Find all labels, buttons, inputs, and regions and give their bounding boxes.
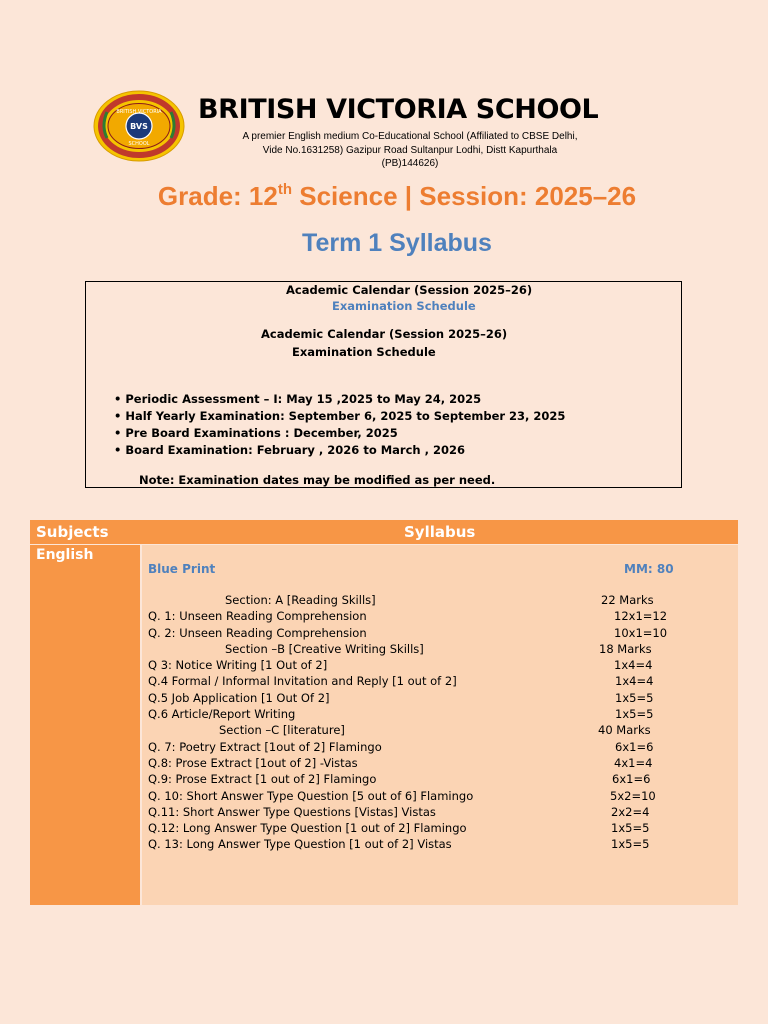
row-marks: 4x1=4 xyxy=(614,755,653,770)
grade-sup: th xyxy=(277,181,293,198)
table-row xyxy=(142,837,738,853)
table-row xyxy=(142,642,738,658)
row-marks: 1x5=5 xyxy=(615,707,654,722)
row-marks: 1x4=4 xyxy=(614,658,653,673)
school-desc-line2: Vide No.1631258) Gazipur Road Sultanpur Lodhi, Distt Kapurthala xyxy=(262,144,558,156)
syllabus-rows xyxy=(142,593,738,854)
row-text: Section: A [Reading Skills] xyxy=(225,593,376,607)
calendar-subtitle-1: Examination Schedule xyxy=(332,299,476,313)
subject-cell xyxy=(30,545,140,905)
row-text: Q.5 Job Application [1 Out Of 2] xyxy=(148,690,330,705)
table-row xyxy=(142,821,738,837)
row-text: Section –C [literature] xyxy=(219,723,345,738)
row-marks: 18 Marks xyxy=(599,641,652,656)
exam-schedule-list xyxy=(114,391,565,459)
grade-heading xyxy=(0,181,768,212)
header-syllabus: Syllabus xyxy=(404,523,476,541)
table-row xyxy=(142,609,738,625)
row-text: Q. 1: Unseen Reading Comprehension xyxy=(148,609,367,624)
row-text: Section –B [Creative Writing Skills] xyxy=(225,641,424,656)
exam-item: • Half Yearly Examination: September 6, 2025 to September 23, 2025 xyxy=(114,409,566,423)
exam-item: • Pre Board Examinations : December, 2025 xyxy=(114,426,398,440)
row-text: Q. 2: Unseen Reading Comprehension xyxy=(148,625,367,640)
table-row xyxy=(142,740,738,756)
table-row xyxy=(142,789,738,805)
row-text: Q. 10: Short Answer Type Question [5 out of 6] Flamingo xyxy=(148,788,474,803)
table-row xyxy=(142,756,738,772)
calendar-note: Note: Examination dates may be modified as per need. xyxy=(139,473,496,487)
table-row xyxy=(142,707,738,723)
table-row xyxy=(142,674,738,690)
table-row xyxy=(142,772,738,788)
row-text: Q.11: Short Answer Type Questions [Vistas] Vistas xyxy=(148,804,436,819)
row-text: Q. 7: Poetry Extract [1out of 2] Flamingo xyxy=(148,739,382,754)
calendar-title-1: Academic Calendar (Session 2025–26) xyxy=(286,283,533,297)
row-marks: 12x1=12 xyxy=(614,609,668,624)
logo-text-mid: BVS xyxy=(130,122,148,131)
row-text: Q.9: Prose Extract [1 out of 2] Flamingo xyxy=(148,772,377,787)
row-marks: 1x4=4 xyxy=(615,674,654,689)
row-marks: 1x5=5 xyxy=(611,837,650,852)
school-description xyxy=(222,130,598,171)
row-text: Q. 13: Long Answer Type Question [1 out of 2] Vistas xyxy=(148,837,452,852)
academic-calendar-box xyxy=(85,281,682,488)
table-row xyxy=(142,626,738,642)
syllabus-cell xyxy=(142,545,738,905)
logo-text-top: BRITISH VICTORIA xyxy=(116,109,162,115)
table-row xyxy=(142,658,738,674)
grade-suffix: Science | Session: 2025–26 xyxy=(292,181,637,211)
table-row xyxy=(142,805,738,821)
table-row xyxy=(142,723,738,739)
row-text: Q.12: Long Answer Type Question [1 out of 2] Flamingo xyxy=(148,821,467,836)
school-desc-line3: (PB)144626) xyxy=(381,158,439,169)
header-subjects: Subjects xyxy=(36,523,109,541)
school-name: BRITISH VICTORIA SCHOOL xyxy=(198,94,599,125)
logo-text-bottom: SCHOOL xyxy=(128,141,150,147)
row-marks: 2x2=4 xyxy=(611,804,650,819)
row-marks: 1x5=5 xyxy=(611,821,650,836)
row-marks: 6x1=6 xyxy=(612,772,651,787)
row-marks: 1x5=5 xyxy=(615,690,654,705)
blue-print-label: Blue Print xyxy=(148,562,216,576)
row-text: Q 3: Notice Writing [1 Out of 2] xyxy=(148,658,328,673)
row-marks: 6x1=6 xyxy=(615,739,654,754)
row-marks: 22 Marks xyxy=(601,593,654,607)
max-marks-label: MM: 80 xyxy=(624,562,674,576)
row-marks: 5x2=10 xyxy=(610,788,656,803)
exam-item: • Board Examination: February , 2026 to March , 2026 xyxy=(114,443,465,457)
row-text: Q.4 Formal / Informal Invitation and Reply [1 out of 2] xyxy=(148,674,457,689)
table-header xyxy=(30,520,738,544)
school-logo xyxy=(93,90,185,162)
subject-name: English xyxy=(36,547,94,563)
exam-item: • Periodic Assessment – I: May 15 ,2025 to May 24, 2025 xyxy=(114,392,482,406)
table-row xyxy=(142,593,738,609)
syllabus-table xyxy=(30,520,738,905)
calendar-title-2: Academic Calendar (Session 2025–26) xyxy=(261,327,508,341)
term-title: Term 1 Syllabus xyxy=(302,229,492,257)
row-marks: 40 Marks xyxy=(598,723,651,738)
grade-prefix: Grade: 12 xyxy=(157,181,278,211)
table-row xyxy=(142,691,738,707)
row-text: Q.8: Prose Extract [1out of 2] -Vistas xyxy=(148,755,358,770)
school-desc-line1: A premier English medium Co-Educational School (Affiliated to CBSE Delhi, xyxy=(242,131,578,142)
calendar-subtitle-2: Examination Schedule xyxy=(292,345,436,359)
row-marks: 10x1=10 xyxy=(614,625,668,640)
row-text: Q.6 Article/Report Writing xyxy=(148,707,296,722)
